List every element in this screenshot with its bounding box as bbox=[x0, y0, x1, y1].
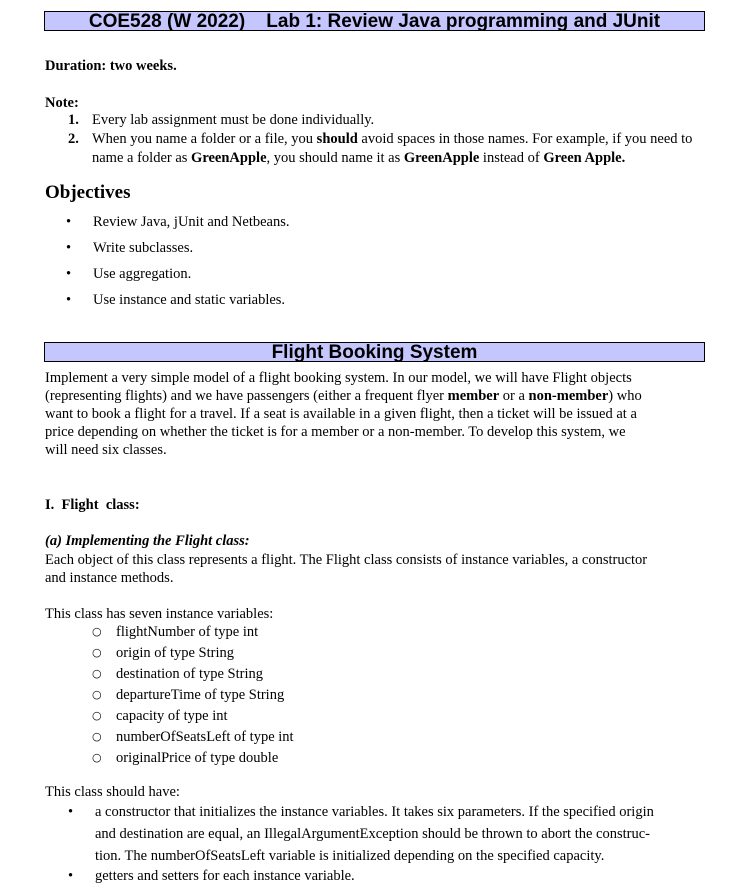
intro-line: price depending on whether the ticket is for a member or a non-member. To develop this system, we bbox=[45, 424, 626, 440]
should-intro: This class should have: bbox=[45, 784, 180, 800]
circle-bullet-icon: ○ bbox=[92, 709, 102, 722]
note-item-text: Every lab assignment must be done individually. bbox=[92, 112, 375, 128]
circle-bullet-icon: ○ bbox=[92, 646, 102, 659]
note-item-1 bbox=[68, 111, 708, 129]
intro-line: (representing flights) and we have passengers (either a frequent flyer member or a non-member) who bbox=[45, 388, 642, 404]
subsection-title: (a) Implementing the Flight class: bbox=[45, 533, 250, 549]
note-item-text: When you name a folder or a file, you should avoid spaces in those names. For example, if you need to name a folder as GreenApple, you should name it as GreenApple instead of Green Apple. bbox=[92, 131, 693, 166]
note-item-2 bbox=[68, 130, 708, 170]
bullet-icon: • bbox=[66, 240, 72, 256]
description-line: Each object of this class represents a flight. The Flight class consists of instance variables, a constructor bbox=[45, 552, 648, 568]
description-line: and instance methods. bbox=[45, 570, 174, 586]
intro-line: will need six classes. bbox=[45, 442, 167, 458]
intro-line: want to book a flight for a travel. If a seat is available in a given flight, then a ticket will be issued at a bbox=[45, 406, 637, 422]
circle-bullet-icon: ○ bbox=[92, 751, 102, 764]
bullet-icon: • bbox=[66, 214, 72, 230]
intro-line: Implement a very simple model of a flight booking system. In our model, we will have Flight objects bbox=[45, 370, 632, 386]
bullet-icon: • bbox=[66, 292, 72, 308]
note-item-number: 1. bbox=[68, 112, 79, 128]
note-title: Note: bbox=[45, 95, 79, 111]
course-code: COE528 (W 2022) bbox=[88, 11, 246, 32]
note-item-number: 2. bbox=[68, 131, 79, 147]
section-banner: Flight Booking System bbox=[44, 342, 705, 362]
circle-bullet-icon: ○ bbox=[92, 667, 102, 680]
circle-bullet-icon: ○ bbox=[92, 625, 102, 638]
circle-bullet-icon: ○ bbox=[92, 730, 102, 743]
bullet-icon: • bbox=[68, 868, 74, 884]
duration-text: Duration: two weeks. bbox=[45, 58, 177, 74]
circle-bullet-icon: ○ bbox=[92, 688, 102, 701]
lab-title: Lab 1: Review Java programming and JUnit bbox=[266, 11, 661, 32]
bullet-icon: • bbox=[66, 266, 72, 282]
objectives-title: Objectives bbox=[45, 182, 131, 203]
variables-intro: This class has seven instance variables: bbox=[45, 606, 274, 622]
bullet-icon: • bbox=[68, 804, 74, 820]
header-banner bbox=[44, 11, 705, 31]
section-title: I. Flight class: bbox=[45, 497, 140, 513]
